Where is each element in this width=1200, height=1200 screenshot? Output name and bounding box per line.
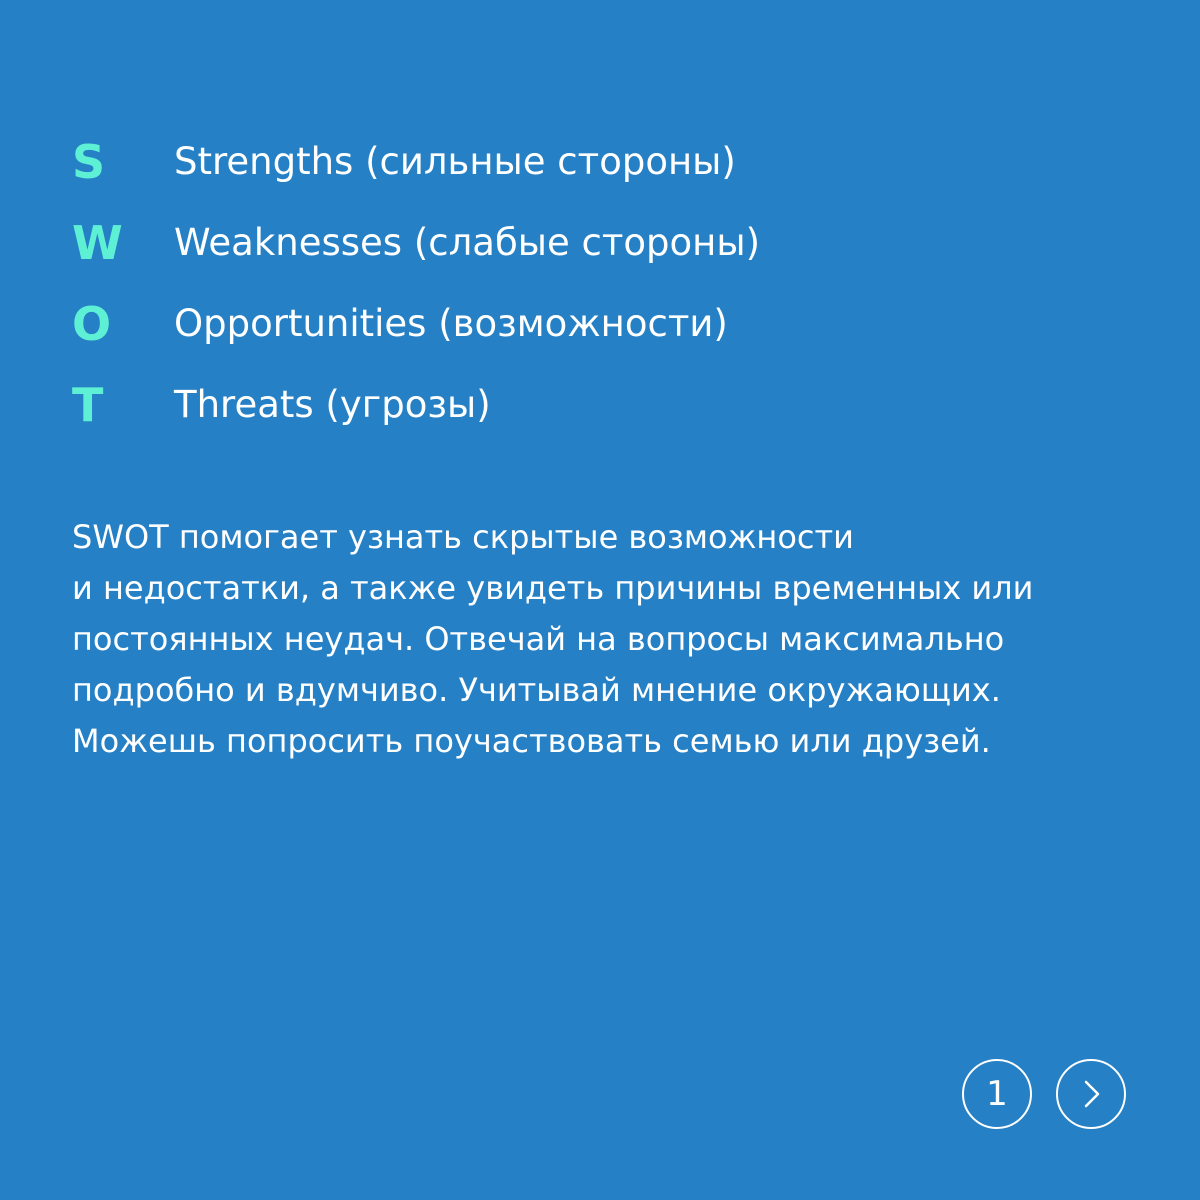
description-line: постоянных неудач. Отвечай на вопросы максимально: [72, 620, 1005, 658]
swot-row-opportunities: [72, 292, 1072, 373]
pager: [962, 1059, 1132, 1133]
swot-letter: S: [72, 135, 106, 189]
swot-row-strengths: [72, 130, 1072, 211]
swot-list: [72, 130, 1072, 454]
next-button[interactable]: [1056, 1059, 1126, 1129]
swot-label: Opportunities (возможности): [174, 302, 728, 345]
page-indicator: [962, 1059, 1032, 1129]
description-paragraph: [72, 512, 1162, 767]
description-line: Можешь попросить поучаствовать семью или друзей.: [72, 722, 991, 760]
page-number: 1: [986, 1074, 1008, 1114]
description-line: и недостатки, а также увидеть причины временных или: [72, 569, 1034, 607]
swot-label: Strengths (сильные стороны): [174, 140, 736, 183]
swot-row-threats: [72, 373, 1072, 454]
chevron-right-icon: [1058, 1061, 1124, 1127]
swot-letter: O: [72, 297, 112, 351]
description-line: подробно и вдумчиво. Учитывай мнение окружающих.: [72, 671, 1001, 709]
swot-letter: W: [72, 216, 123, 270]
swot-label: Weaknesses (слабые стороны): [174, 221, 761, 264]
swot-row-weaknesses: [72, 211, 1072, 292]
swot-label: Threats (угрозы): [174, 383, 491, 426]
description-line: SWOT помогает узнать скрытые возможности: [72, 518, 854, 556]
swot-letter: T: [72, 378, 104, 432]
